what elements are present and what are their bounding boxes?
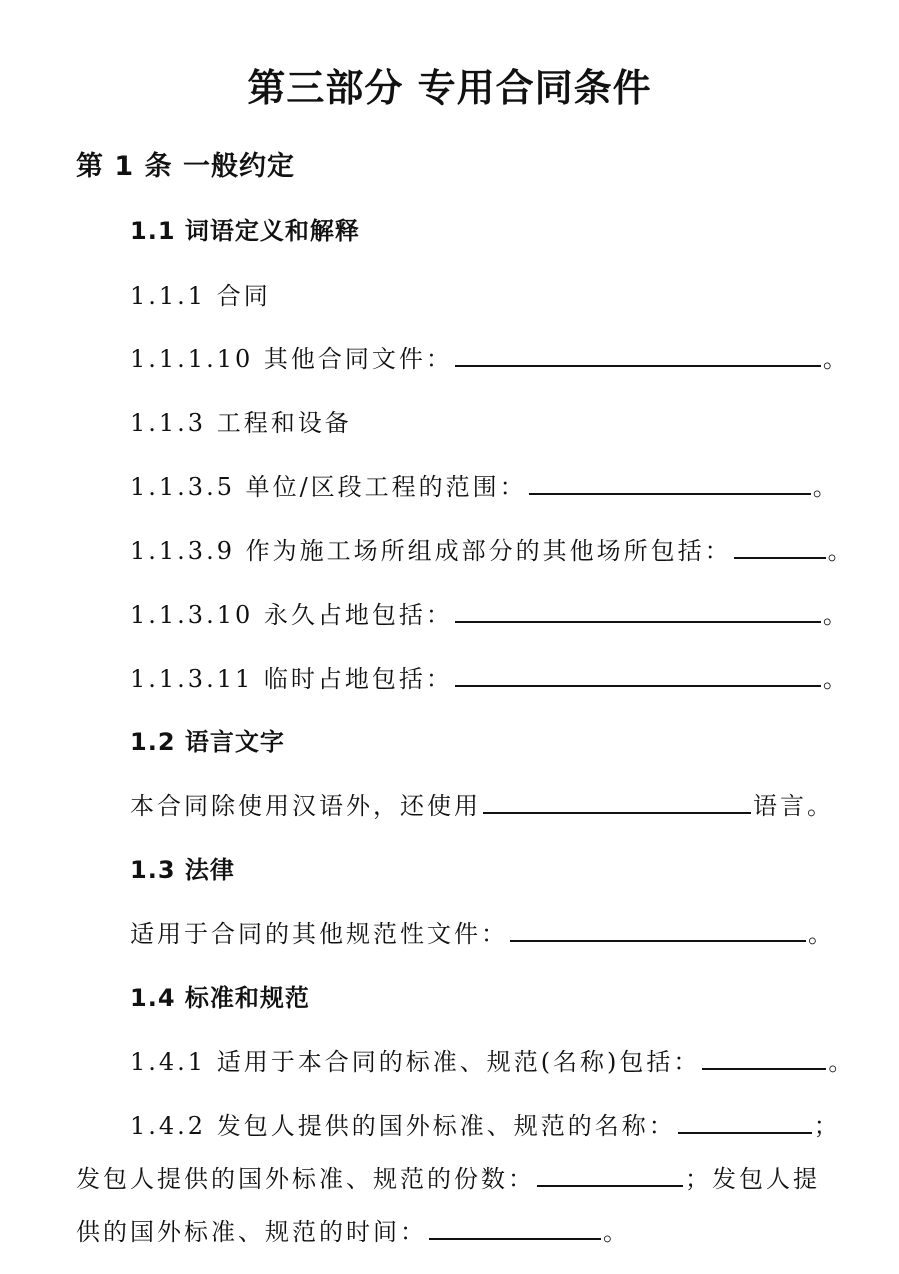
fill-blank-line[interactable] (455, 684, 821, 687)
clause-1-1-3-11-label: 1.1.3.11 临时占地包括： (130, 665, 453, 693)
clause-period: 。 (822, 665, 850, 693)
language-clause-post: 语言。 (753, 792, 834, 820)
clause-1-1-3-10-label: 1.1.3.10 永久占地包括： (130, 601, 453, 629)
fill-blank-line[interactable] (702, 1067, 826, 1070)
clause-1-4-1-label: 1.4.1 适用于本合同的标准、规范(名称)包括： (130, 1048, 701, 1076)
section-1-1-heading: 1.1 词语定义和解释 (130, 217, 360, 245)
copies-label: 发包人提供的国外标准、规范的份数： (76, 1165, 535, 1193)
clause-period: 。 (822, 345, 850, 373)
section-1-4-heading: 1.4 标准和规范 (130, 984, 310, 1012)
fill-blank-line[interactable] (429, 1237, 601, 1240)
clause-1-4-2 (130, 1106, 841, 1141)
clause-1-1-1-10 (130, 339, 850, 374)
article-1-heading: 第 1 条 一般约定 (76, 151, 295, 182)
provider-tail: 发包人提 (712, 1165, 820, 1193)
clause-semicolon: ； (813, 1112, 841, 1140)
fill-blank-line[interactable] (734, 556, 826, 559)
clause-period: 。 (808, 920, 835, 948)
clause-1-1-1: 1.1.1 合同 (130, 282, 271, 310)
page-title: 第三部分 专用合同条件 (247, 66, 652, 110)
fill-blank-line[interactable] (455, 364, 821, 367)
clause-1-1-3-10 (130, 595, 850, 630)
clause-period: 。 (603, 1218, 630, 1246)
clause-1-4-2-label: 1.4.2 发包人提供的国外标准、规范的名称： (130, 1112, 676, 1140)
clause-1-1-3-11 (130, 659, 850, 694)
time-label: 供的国外标准、规范的时间： (76, 1218, 427, 1246)
clause-1-1-3-5-label: 1.1.3.5 单位/区段工程的范围： (130, 473, 527, 501)
language-clause-pre: 本合同除使用汉语外，还使用 (130, 792, 481, 820)
clause-period: 。 (828, 1048, 856, 1076)
clause-period: 。 (812, 473, 840, 501)
section-1-3-heading: 1.3 法律 (130, 856, 235, 884)
fill-blank-line[interactable] (483, 811, 751, 814)
clause-1-4-1 (130, 1042, 855, 1077)
section-1-2-heading: 1.2 语言文字 (130, 728, 285, 756)
law-clause-label: 适用于合同的其他规范性文件： (130, 920, 508, 948)
clause-period: 。 (827, 537, 855, 565)
fill-blank-line[interactable] (529, 492, 811, 495)
language-clause (130, 786, 834, 821)
clause-1-1-3-9-label: 1.1.3.9 作为施工场所组成部分的其他场所包括： (130, 537, 732, 565)
clause-1-1-3-9 (130, 531, 855, 566)
clause-1-1-3: 1.1.3 工程和设备 (130, 409, 352, 437)
fill-blank-line[interactable] (537, 1184, 683, 1187)
clause-1-4-2-continued (76, 1159, 820, 1194)
clause-1-1-3-5 (130, 467, 840, 502)
clause-1-4-2-time (76, 1212, 630, 1247)
fill-blank-line[interactable] (455, 620, 821, 623)
clause-1-1-1-10-label: 1.1.1.10 其他合同文件： (130, 345, 453, 373)
fill-blank-line[interactable] (678, 1131, 812, 1134)
fill-blank-line[interactable] (510, 939, 806, 942)
clause-period: 。 (822, 601, 850, 629)
law-clause (130, 914, 835, 949)
clause-semicolon: ； (685, 1165, 712, 1193)
